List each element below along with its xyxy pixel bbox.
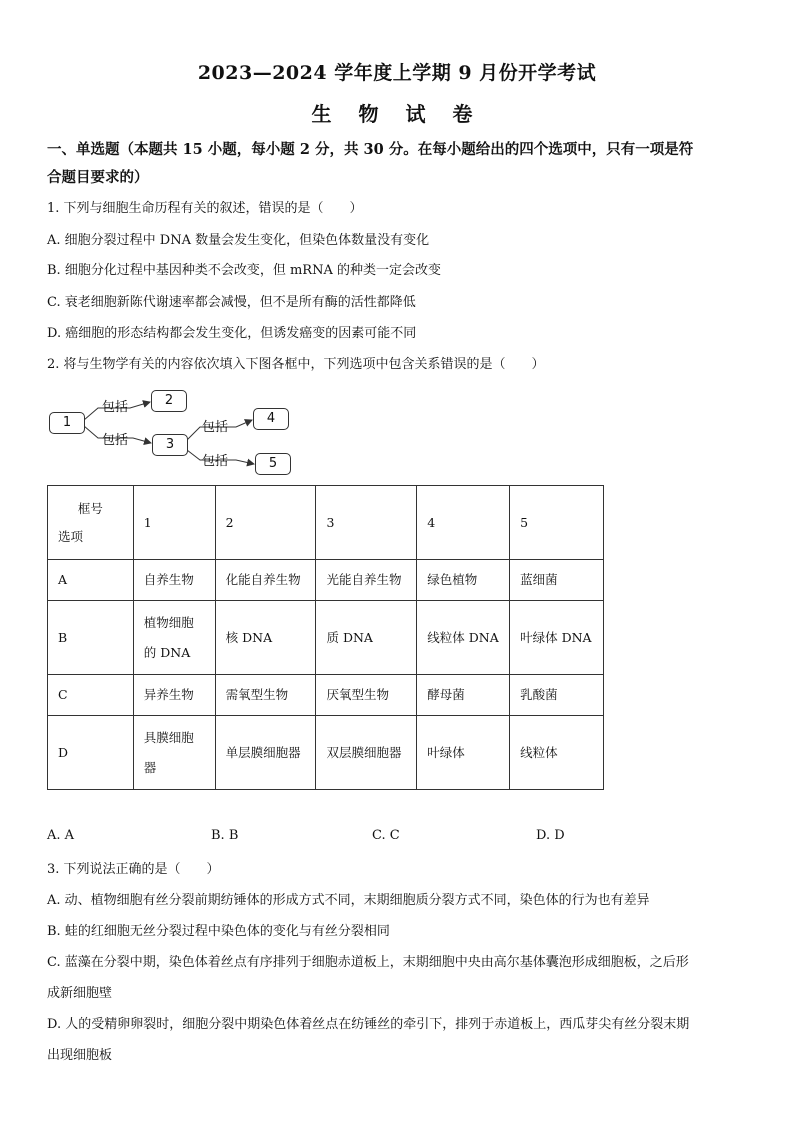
q2-option-a: A. A: [47, 828, 75, 843]
q3-option-d-line1: D. 人的受精卵卵裂时，细胞分裂中期染色体着丝点在纺锤丝的牵引下，排列于赤道板上，西瓜芽尖有丝分裂末期: [47, 1017, 690, 1032]
table-cell: 酵母菌: [417, 675, 510, 716]
q3-stem: 3. 下列说法正确的是（ ）: [47, 862, 220, 877]
table-cell: 厌氧型生物: [316, 675, 417, 716]
table-cell: 蓝细菌: [510, 560, 604, 601]
table-cell: 需氧型生物: [215, 675, 316, 716]
q3-option-c-line1: C. 蓝藻在分裂中期，染色体着丝点有序排列于细胞赤道板上，末期细胞中央由高尔基体囊泡形成细胞板，之后形: [47, 955, 689, 970]
table-corner-cell: [48, 486, 134, 560]
q2-option-c: C. C: [372, 828, 400, 843]
table-cell: 光能自养生物: [316, 560, 417, 601]
table-row: [48, 560, 604, 601]
row-label: A: [48, 560, 134, 601]
q3-option-b: B. 蛙的红细胞无丝分裂过程中染色体的变化与有丝分裂相同: [47, 924, 390, 939]
section-heading-line1: 一、单选题（本题共 15 小题，每小题 2 分，共 30 分。在每小题给出的四个选项中，只有一项是符: [47, 141, 694, 158]
table-cell: 线粒体: [510, 716, 604, 790]
table-cell: 乳酸菌: [510, 675, 604, 716]
table-cell: 异养生物: [133, 675, 215, 716]
edge-label-3-4: 包括: [202, 420, 229, 435]
row-label: C: [48, 675, 134, 716]
diagram-box-4: 4: [253, 408, 289, 430]
diagram-box-5: 5: [255, 453, 291, 475]
q1-stem: 1. 下列与细胞生命历程有关的叙述，错误的是（ ）: [47, 201, 363, 216]
cell-line: 器: [143, 759, 157, 775]
q3-option-d-line2: 出现细胞板: [47, 1048, 113, 1063]
table-cell: 单层膜细胞器: [215, 716, 316, 790]
q2-option-d: D. D: [536, 828, 565, 843]
table-header-row: [48, 486, 604, 560]
table-row: [48, 716, 604, 790]
corner-top-label: 框号: [77, 500, 103, 516]
table-cell: 自养生物: [133, 560, 215, 601]
q3-option-a: A. 动、植物细胞有丝分裂前期纺锤体的形成方式不同，末期细胞质分裂方式不同，染色体的行为也有差异: [47, 893, 650, 908]
edge-label-1-2: 包括: [102, 400, 129, 415]
table-cell-wrapped: [133, 716, 215, 790]
exam-title: 2023—2024 学年度上学期 9 月份开学考试: [197, 62, 597, 84]
table-cell: 核 DNA: [215, 601, 316, 675]
table-cell: 双层膜细胞器: [316, 716, 417, 790]
diagram-box-2: 2: [151, 390, 187, 412]
table-cell: 绿色植物: [417, 560, 510, 601]
table-header-cell: 5: [510, 486, 604, 560]
table-cell: 线粒体 DNA: [417, 601, 510, 675]
table-cell-wrapped: [133, 601, 215, 675]
row-label: B: [48, 601, 134, 675]
q1-option-d: D. 癌细胞的形态结构都会发生变化，但诱发癌变的因素可能不同: [47, 326, 417, 341]
diagram-box-3: 3: [152, 434, 188, 456]
table-row: [48, 601, 604, 675]
q1-option-b: B. 细胞分化过程中基因种类不会改变，但 mRNA 的种类一定会改变: [47, 263, 441, 278]
edge-label-1-3: 包括: [102, 433, 129, 448]
edge-label-3-5: 包括: [202, 454, 229, 469]
table-header-cell: 2: [215, 486, 316, 560]
table-cell: 叶绿体: [417, 716, 510, 790]
q2-stem: 2. 将与生物学有关的内容依次填入下图各框中，下列选项中包含关系错误的是（ ）: [47, 357, 545, 372]
table-cell: 质 DNA: [316, 601, 417, 675]
table-row: [48, 675, 604, 716]
q3-option-c-line2: 成新细胞壁: [47, 986, 113, 1001]
q2-option-b: B. B: [211, 828, 239, 843]
diagram-box-1: 1: [49, 412, 85, 434]
table-header-cell: 4: [417, 486, 510, 560]
section-heading-line2: 合题目要求的）: [47, 169, 149, 186]
cell-line: 的 DNA: [143, 644, 191, 660]
q1-option-c: C. 衰老细胞新陈代谢速率都会减慢，但不是所有酶的活性都降低: [47, 295, 416, 310]
table-cell: 化能自养生物: [215, 560, 316, 601]
q2-table: [47, 485, 604, 790]
cell-line: 植物细胞: [143, 614, 194, 630]
table-cell: 叶绿体 DNA: [510, 601, 604, 675]
q1-option-a: A. 细胞分裂过程中 DNA 数量会发生变化，但染色体数量没有变化: [47, 233, 430, 248]
row-label: D: [48, 716, 134, 790]
cell-line: 具膜细胞: [143, 729, 194, 745]
exam-subtitle: 生 物 试 卷: [311, 102, 483, 126]
table-header-cell: 3: [316, 486, 417, 560]
table-header-cell: 1: [133, 486, 215, 560]
corner-bottom-label: 选项: [58, 528, 84, 544]
